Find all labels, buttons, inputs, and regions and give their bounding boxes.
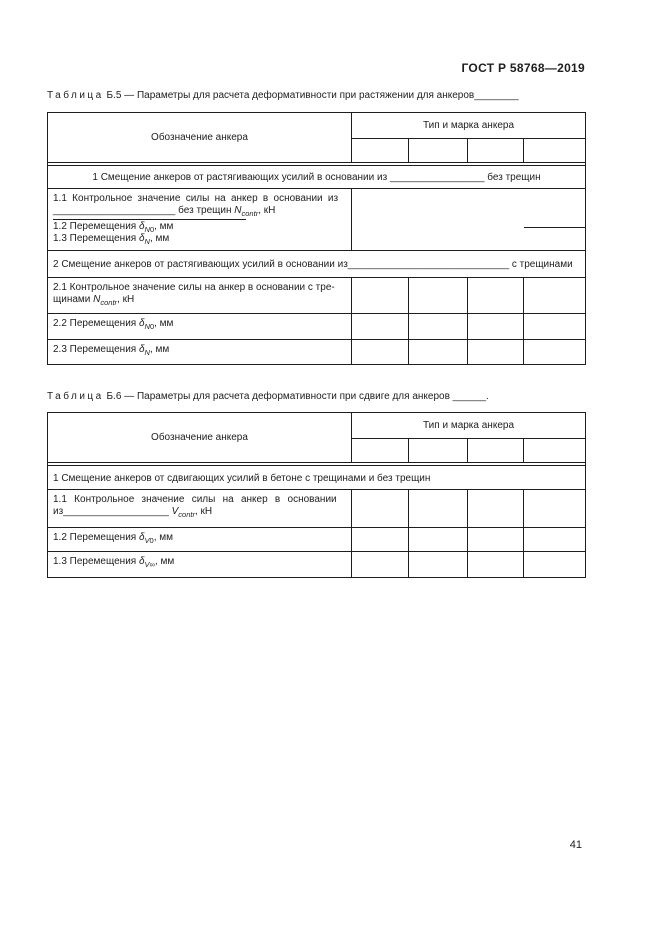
empty-data-cell (352, 528, 409, 552)
empty-data-cell (524, 189, 586, 251)
table-b6-header-row (48, 413, 586, 439)
caption-text: Б.5 — Параметры для расчета деформативности при растяжении для анкеров________ (103, 90, 519, 101)
standard-code: ГОСТ Р 58768—2019 (461, 61, 585, 75)
type-mark-header-cell: Тип и марка анкера (352, 413, 586, 439)
section-1-text: 1 Смещение анкеров от сдвигающих усилий в бетоне с трещинами и без трещин (48, 466, 586, 490)
empty-data-cell (524, 490, 586, 528)
row-1-1-line-1: 1.1 Контрольное значение силы на анкер в основании (53, 494, 337, 505)
empty-data-cell (409, 490, 468, 528)
caption-word: Таблица (47, 391, 104, 402)
row-2-2-text: 2.2 Перемещения $\delta_{N0}$, мм (53, 318, 174, 331)
row-1-1 (48, 490, 586, 528)
row-2-1-line-1: 2.1 Контрольное значение силы на анкер в основании с тре- (53, 282, 335, 293)
table-b6 (47, 412, 586, 578)
table-b5-header-row (48, 113, 586, 139)
empty-data-cell (468, 340, 524, 365)
empty-data-cell (409, 278, 468, 314)
empty-header-cell (352, 139, 409, 163)
row-2-3-description-cell (48, 340, 352, 365)
row-1-2 (48, 528, 586, 552)
empty-data-cell (468, 528, 524, 552)
empty-data-cell (524, 528, 586, 552)
designation-header-cell: Обозначение анкера (48, 413, 352, 463)
partial-row-divider (53, 219, 246, 220)
row-2-2 (48, 314, 586, 340)
row-1-3-text: 1.3 Перемещения $\delta_N$, мм (53, 233, 170, 246)
row-1-2-text: 1.2 Перемещения $\delta_{N0}$, мм (53, 221, 174, 234)
empty-data-cell (352, 490, 409, 528)
row-1-2-description-cell (48, 528, 352, 552)
empty-data-cell (352, 189, 409, 251)
empty-header-cell (352, 439, 409, 463)
empty-header-cell (468, 139, 524, 163)
caption-word: Таблица (47, 90, 104, 101)
empty-data-cell (524, 340, 586, 365)
row-1-1-line-2: из___________________ $V_{contr}$, кН (53, 506, 213, 519)
empty-data-cell (352, 340, 409, 365)
empty-data-cell (524, 314, 586, 340)
table-b5-caption (47, 90, 601, 101)
empty-header-cell (409, 139, 468, 163)
section-1-row (48, 466, 586, 490)
row-2-2-description-cell (48, 314, 352, 340)
empty-data-cell (468, 490, 524, 528)
section-2-text: 2 Смещение анкеров от растягивающих усилий в основании из_____________________________ с трещинами (48, 251, 586, 278)
rows-1-1-to-1-3 (48, 189, 586, 251)
empty-data-cell (468, 189, 524, 251)
caption-text: Б.6 — Параметры для расчета деформативности при сдвиге для анкеров ______. (103, 391, 489, 402)
empty-header-cell (524, 139, 586, 163)
empty-data-cell (468, 278, 524, 314)
empty-data-cell (409, 189, 468, 251)
section-2-row (48, 251, 586, 278)
row-1-3 (48, 552, 586, 578)
empty-data-cell (352, 314, 409, 340)
empty-header-cell (524, 439, 586, 463)
empty-data-cell (352, 278, 409, 314)
empty-data-cell (409, 528, 468, 552)
row-1-3-text: 1.3 Перемещения $\delta_{V\infty}$, мм (53, 556, 175, 569)
designation-header-cell: Обозначение анкера (48, 113, 352, 163)
rows-1-1-to-1-3-description-cell (48, 189, 352, 251)
row-1-1-description-cell (48, 490, 352, 528)
empty-data-cell (409, 314, 468, 340)
empty-header-cell (468, 439, 524, 463)
row-1-1-line-1: 1.1 Контрольное значение силы на анкер в основании из (53, 193, 339, 204)
row-2-1 (48, 278, 586, 314)
empty-data-cell (409, 340, 468, 365)
row-2-3-text: 2.3 Перемещения $\delta_N$, мм (53, 344, 170, 357)
empty-data-cell (524, 552, 586, 578)
row-1-1-line-2: ______________________ без трещин $N_{contr}$, кН (53, 205, 276, 218)
row-2-1-line-2: щинами $N_{contr}$, кН (53, 294, 135, 307)
table-b6-caption (47, 391, 601, 402)
empty-data-cell (468, 552, 524, 578)
empty-data-cell (524, 278, 586, 314)
row-1-3-description-cell (48, 552, 352, 578)
empty-data-cell (352, 552, 409, 578)
section-1-row (48, 166, 586, 189)
partial-cell-bottom-line (524, 227, 586, 228)
type-mark-header-cell: Тип и марка анкера (352, 113, 586, 139)
section-1-text: 1 Смещение анкеров от растягивающих усилий в основании из _________________ без трещин (48, 166, 586, 189)
row-2-1-description-cell (48, 278, 352, 314)
row-2-3 (48, 340, 586, 365)
empty-data-cell (409, 552, 468, 578)
empty-data-cell (468, 314, 524, 340)
empty-header-cell (409, 439, 468, 463)
page-number: 41 (569, 839, 582, 851)
table-b5 (47, 112, 586, 365)
row-1-2-text: 1.2 Перемещения $\delta_{V0}$, мм (53, 532, 174, 545)
